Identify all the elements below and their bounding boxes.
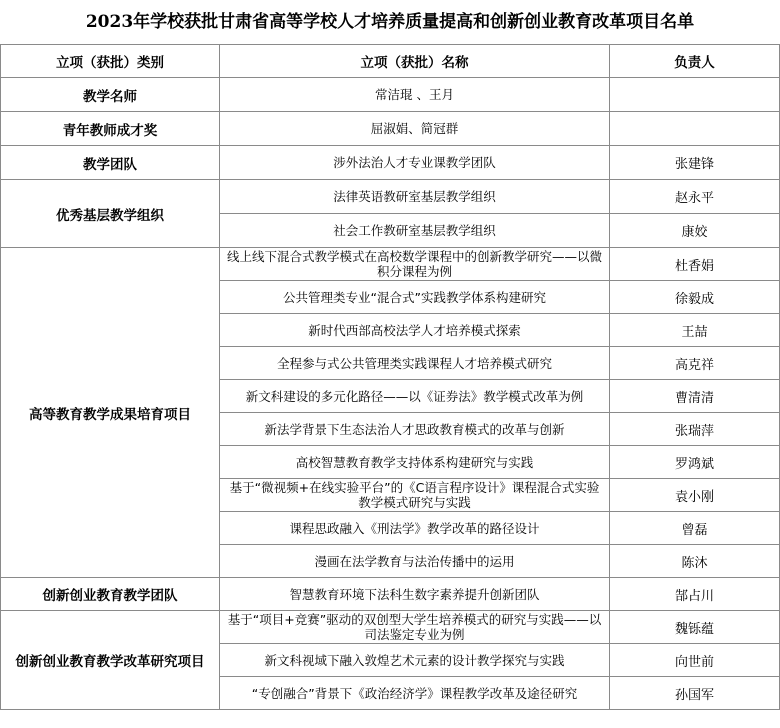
table-row (1, 112, 780, 146)
table-row (1, 146, 780, 180)
project-name-cell: 基于“微视频+在线实验平台”的《C语言程序设计》课程混合式实验教学模式研究与实践 (220, 479, 610, 512)
person-cell: 袁小刚 (610, 479, 780, 512)
project-name-cell: 新法学背景下生态法治人才思政教育模式的改革与创新 (220, 413, 610, 446)
table-row (1, 611, 780, 644)
project-name-cell: “专创融合”背景下《政治经济学》课程教学改革及途径研究 (220, 677, 610, 710)
table-row (1, 578, 780, 611)
header-name: 立项（获批）名称 (220, 45, 610, 78)
person-cell: 康姣 (610, 214, 780, 248)
person-cell: 孙国军 (610, 677, 780, 710)
table-header-row (1, 45, 780, 78)
person-cell: 罗鸿斌 (610, 446, 780, 479)
project-name-cell: 全程参与式公共管理类实践课程人才培养模式研究 (220, 347, 610, 380)
person-cell: 魏铄蕴 (610, 611, 780, 644)
person-cell: 陈沐 (610, 545, 780, 578)
project-name-cell: 课程思政融入《刑法学》教学改革的路径设计 (220, 512, 610, 545)
person-cell: 向世前 (610, 644, 780, 677)
project-name-cell: 高校智慧教育教学支持体系构建研究与实践 (220, 446, 610, 479)
person-cell: 王喆 (610, 314, 780, 347)
person-cell: 曾磊 (610, 512, 780, 545)
project-name-cell: 社会工作教研室基层教学组织 (220, 214, 610, 248)
person-cell: 张瑞萍 (610, 413, 780, 446)
person-cell: 杜香娟 (610, 248, 780, 281)
table-row (1, 180, 780, 214)
project-name-cell: 公共管理类专业“混合式”实践教学体系构建研究 (220, 281, 610, 314)
header-person: 负责人 (610, 45, 780, 78)
project-name-cell: 线上线下混合式教学模式在高校数学课程中的创新教学研究——以微积分课程为例 (220, 248, 610, 281)
project-name-cell: 法律英语教研室基层教学组织 (220, 180, 610, 214)
person-cell: 赵永平 (610, 180, 780, 214)
category-cell: 创新创业教育教学改革研究项目 (1, 611, 220, 710)
person-cell: 高克祥 (610, 347, 780, 380)
person-cell (610, 78, 780, 112)
project-name-cell: 智慧教育环境下法科生数字素养提升创新团队 (220, 578, 610, 611)
person-cell: 徐毅成 (610, 281, 780, 314)
category-cell: 教学名师 (1, 78, 220, 112)
project-name-cell: 新时代西部高校法学人才培养模式探索 (220, 314, 610, 347)
category-cell: 青年教师成才奖 (1, 112, 220, 146)
page-title: 2023年学校获批甘肃省高等学校人才培养质量提高和创新创业教育改革项目名单 (0, 0, 780, 44)
project-table (0, 44, 780, 710)
project-name-cell: 基于“项目+竞赛”驱动的双创型大学生培养模式的研究与实践——以司法鉴定专业为例 (220, 611, 610, 644)
category-cell: 高等教育教学成果培育项目 (1, 248, 220, 578)
project-name-cell: 屈淑娟、简冠群 (220, 112, 610, 146)
project-name-cell: 新文科视域下融入敦煌艺术元素的设计教学探究与实践 (220, 644, 610, 677)
person-cell: 郜占川 (610, 578, 780, 611)
header-category: 立项（获批）类别 (1, 45, 220, 78)
person-cell: 张建锋 (610, 146, 780, 180)
table-row (1, 248, 780, 281)
category-cell: 创新创业教育教学团队 (1, 578, 220, 611)
project-name-cell: 涉外法治人才专业课教学团队 (220, 146, 610, 180)
person-cell (610, 112, 780, 146)
category-cell: 优秀基层教学组织 (1, 180, 220, 248)
table-row (1, 78, 780, 112)
project-name-cell: 新文科建设的多元化路径——以《证券法》教学模式改革为例 (220, 380, 610, 413)
category-cell: 教学团队 (1, 146, 220, 180)
project-name-cell: 常洁琨 、王月 (220, 78, 610, 112)
project-name-cell: 漫画在法学教育与法治传播中的运用 (220, 545, 610, 578)
person-cell: 曹清清 (610, 380, 780, 413)
